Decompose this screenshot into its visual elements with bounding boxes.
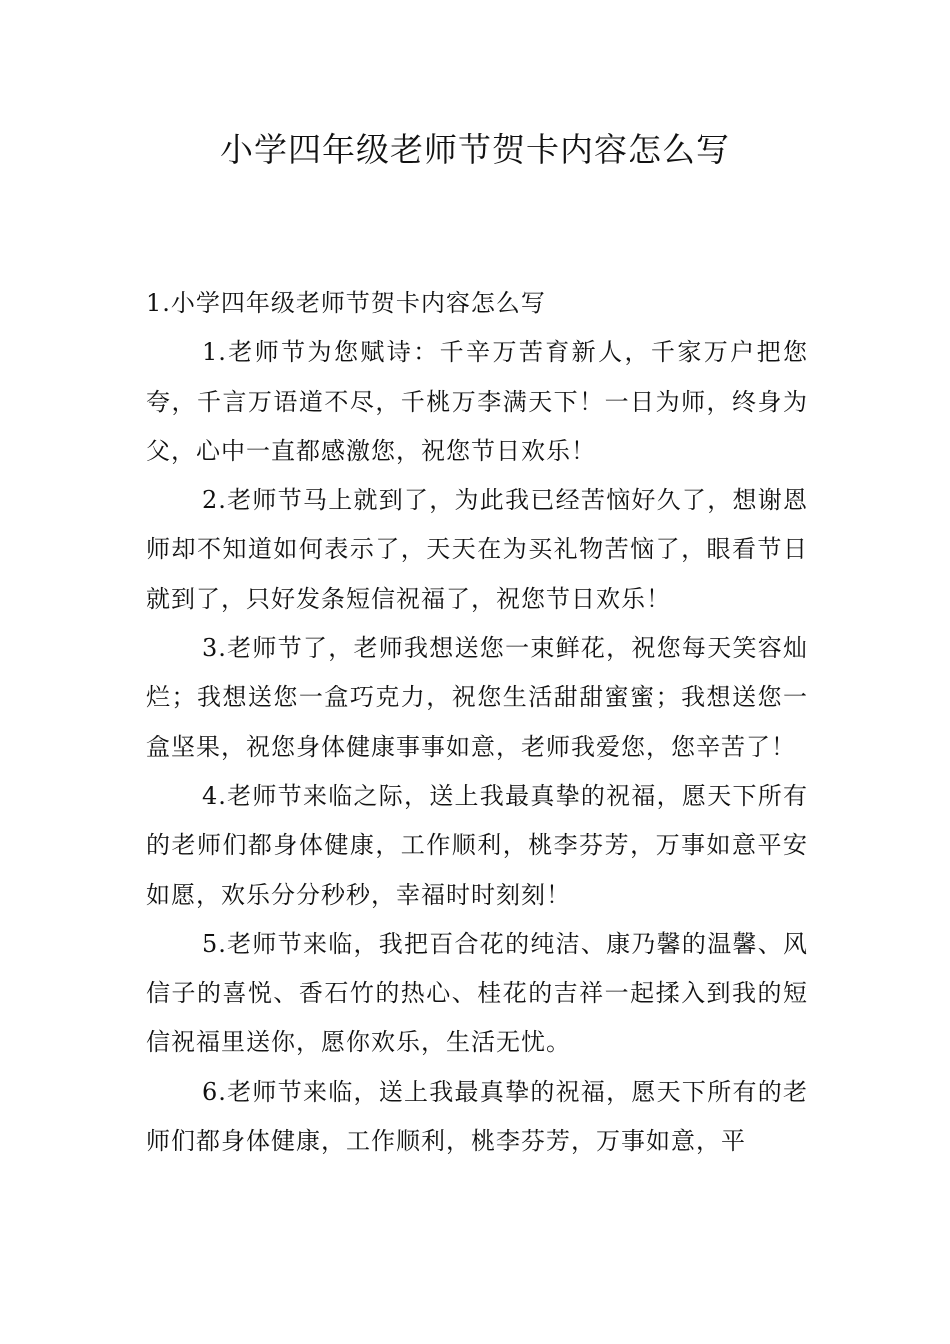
section-heading: 1.小学四年级老师节贺卡内容怎么写 [146, 289, 546, 317]
greeting-item-2: 2.老师节马上就到了，为此我已经苦恼好久了，想谢恩师却不知道如何表示了，天天在为买礼物苦恼了，眼看节日就到了，只好发条短信祝福了，祝您节日欢乐！ [146, 486, 808, 613]
greeting-item-6: 6.老师节来临，送上我最真挚的祝福，愿天下所有的老师们都身体健康，工作顺利，桃李芬芳，万事如意，平 [146, 1077, 808, 1156]
document-title: 小学四年级老师节贺卡内容怎么写 [220, 130, 730, 169]
greeting-item-1: 1.老师节为您赋诗：千辛万苦育新人，千家万户把您夸，千言万语道不尽，千桃万李满天下！一日为师，终身为父，心中一直都感激您，祝您节日欢乐！ [146, 338, 808, 465]
greeting-item-4: 4.老师节来临之际，送上我最真挚的祝福，愿天下所有的老师们都身体健康，工作顺利，桃李芬芳，万事如意平安如愿，欢乐分分秒秒，幸福时时刻刻！ [146, 781, 808, 909]
greeting-item-3: 3.老师节了，老师我想送您一束鲜花，祝您每天笑容灿烂；我想送您一盒巧克力，祝您生活甜甜蜜蜜；我想送您一盒坚果，祝您身体健康事事如意，老师我爱您，您辛苦了！ [146, 634, 808, 761]
document-body [146, 279, 808, 1166]
greeting-item-5: 5.老师节来临，我把百合花的纯洁、康乃馨的温馨、风信子的喜悦、香石竹的热心、桂花的吉祥一起揉入到我的短信祝福里送你，愿你欢乐，生活无忧。 [146, 929, 808, 1057]
